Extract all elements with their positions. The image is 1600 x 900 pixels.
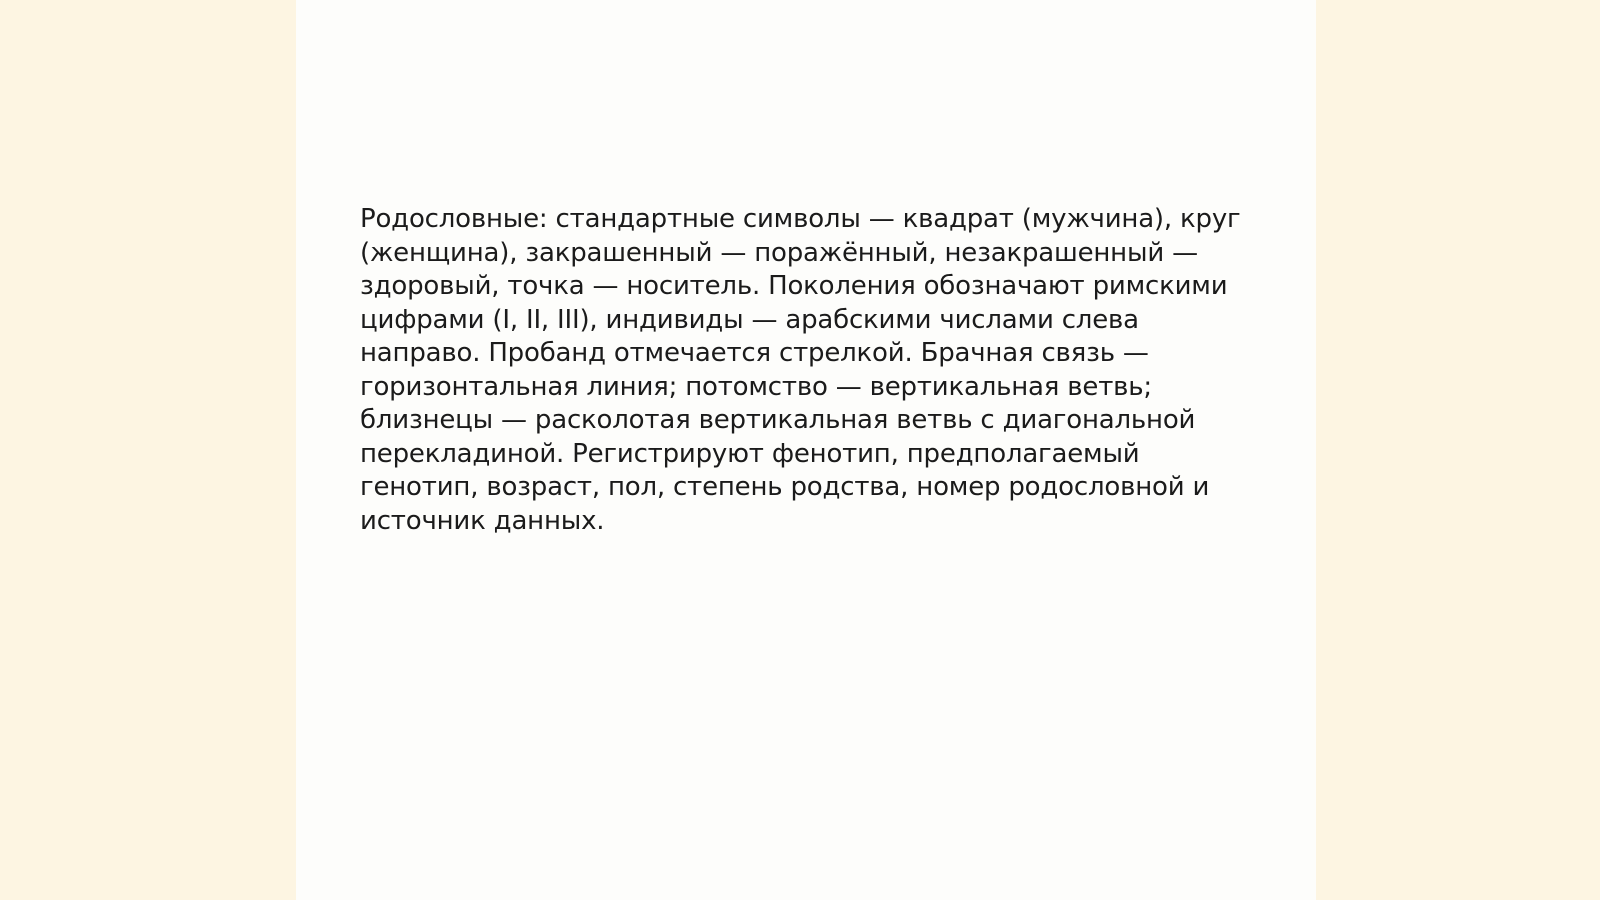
- body-paragraph: Родословные: стандартные символы — квадрат (мужчина), круг (женщина), закрашенный — поражённый, незакрашенный — здоровый, точка — носитель. Поколения обозначают римскими цифрами (I, II, III), индивиды — арабскими числами слева направо. Пробанд отмечается стрелкой. Брачная связь — горизонтальная линия; потомство — вертикальная ветвь; близнецы — расколотая вертикальная ветвь с диагональной перекладиной. Регистрируют фенотип, предполагаемый генотип, возраст, пол, степень родства, номер родословной и источник данных.: [360, 204, 1241, 536]
- document-page: [296, 0, 1316, 900]
